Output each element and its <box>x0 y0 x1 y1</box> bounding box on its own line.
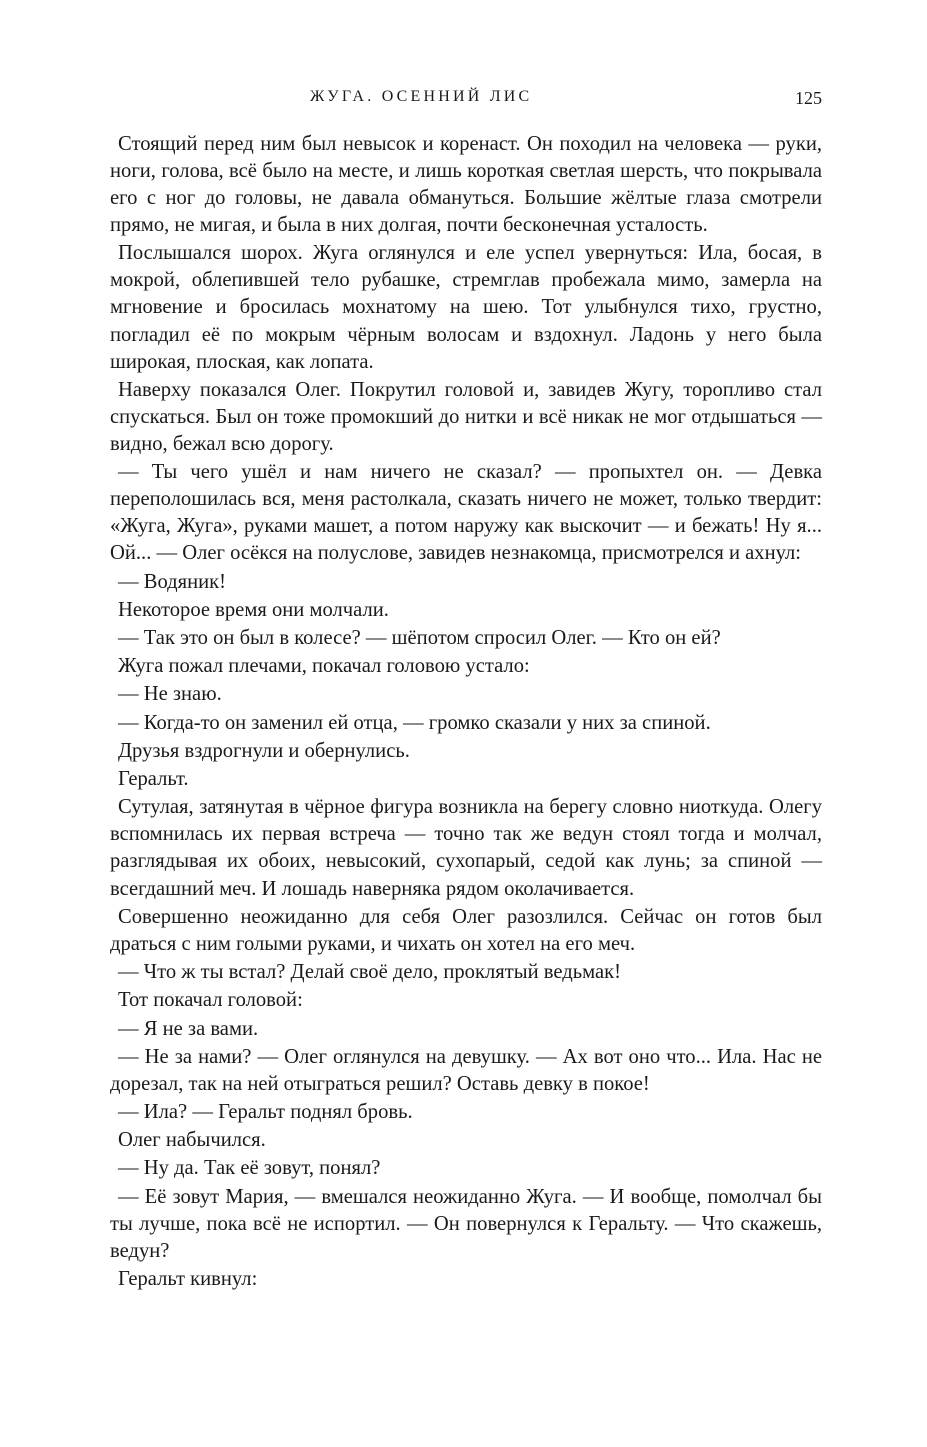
paragraph: Сутулая, затянутая в чёрное фигура возникла на берегу словно ниоткуда. Олегу вспомнилась их первая встреча — точно так же ведун стоял тогда и молчал, разглядывая их обоих, невысокий, сухопарый, седой как лунь; за спиной — всегдашний меч. И лошадь наверняка рядом околачивается. <box>110 796 822 900</box>
paragraph: — Что ж ты встал? Делай своё дело, проклятый ведьмак! <box>118 961 621 984</box>
paragraph: — Так это он был в колесе? — шёпотом спросил Олег. — Кто он ей? <box>118 626 721 649</box>
paragraph: Олег набычился. <box>118 1129 266 1152</box>
paragraph: Некоторое время они молчали. <box>118 598 389 621</box>
paragraph: Стоящий перед ним был невысок и коренаст. Он походил на человека — руки, ноги, голова, всё было на месте, и лишь короткая светлая шерсть, что покрывала его с ног до головы, не давала обмануться. Большие жёлтые глаза смотрели прямо, не мигая, и была в них долгая, почти бесконечная усталость. <box>110 133 822 237</box>
body-text <box>110 131 822 1293</box>
paragraph: — Когда-то он заменил ей отца, — громко сказали у них за спиной. <box>118 711 711 734</box>
paragraph: Тот покачал головой: <box>118 989 303 1012</box>
page-number: 125 <box>795 88 822 108</box>
paragraph: — Её зовут Мария, — вмешался неожиданно Жуга. — И вообще, помолчал бы ты лучше, пока всё не испортил. — Он повернулся к Геральту. — Что скажешь, ведун? <box>110 1185 822 1262</box>
paragraph: — Водяник! <box>118 570 227 593</box>
paragraph: Жуга пожал плечами, покачал головою устало: <box>118 655 530 678</box>
paragraph: — Не знаю. <box>118 683 222 706</box>
paragraph: Наверху показался Олег. Покрутил головой и, завидев Жугу, торопливо стал спускаться. Был он тоже промокший до нитки и всё никак не мог отдышаться — видно, бежал всю дорогу. <box>110 378 822 455</box>
running-title: ЖУГА. ОСЕННИЙ ЛИС <box>310 88 533 105</box>
paragraph: — Ну да. Так её зовут, понял? <box>118 1157 381 1180</box>
paragraph: Друзья вздрогнули и обернулись. <box>118 739 410 762</box>
paragraph: — Ила? — Геральт поднял бровь. <box>118 1101 413 1124</box>
paragraph: Геральт. <box>118 768 189 791</box>
paragraph: — Не за нами? — Олег оглянулся на девушку. — Ах вот оно что... Ила. Нас не дорезал, так на ней отыграться решил? Оставь девку в покое! <box>110 1045 822 1095</box>
paragraph: Геральт кивнул: <box>118 1268 258 1291</box>
running-head <box>110 88 822 114</box>
paragraph: Послышался шорох. Жуга оглянулся и еле успел увернуться: Ила, босая, в мокрой, облепившей тело рубашке, стремглав пробежала мимо, замерла на мгновение и бросилась мохнатому на шею. Тот улыбнулся тихо, грустно, погладил её по мокрым чёрным волосам и вздохнул. Ладонь у него была широкая, плоская, как лопата. <box>110 242 822 373</box>
paragraph: Совершенно неожиданно для себя Олег разозлился. Сейчас он готов был драться с ним голыми руками, и чихать он хотел на его меч. <box>110 905 822 955</box>
paragraph: — Ты чего ушёл и нам ничего не сказал? — пропыхтел он. — Девка переполошилась вся, меня растолкала, сказать ничего не может, только твердит: «Жуга, Жуга», руками машет, а потом наружу как выскочит — и бежать! Ну я... Ой... — Олег осёкся на полуслове, завидев незнакомца, присмотрелся и ахнул: <box>110 461 822 565</box>
paragraph: — Я не за вами. <box>118 1017 259 1040</box>
